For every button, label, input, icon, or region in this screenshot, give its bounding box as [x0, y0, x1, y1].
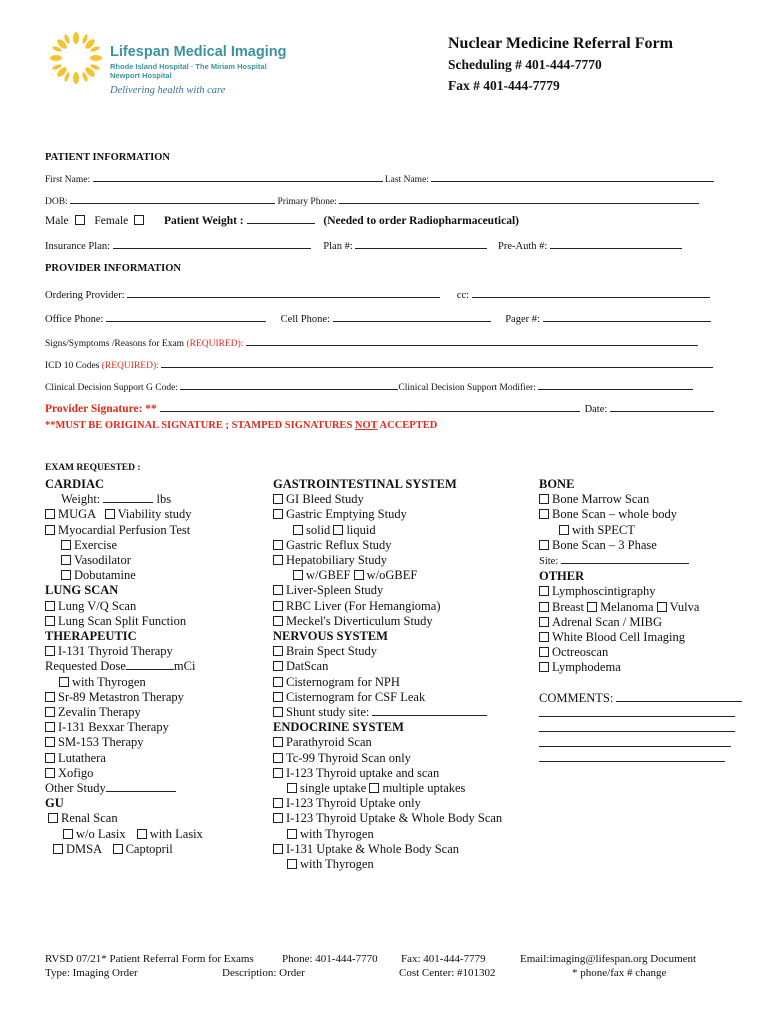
spect-checkbox[interactable]	[559, 525, 569, 535]
footer-email: Email:imaging@lifespan.org Document	[520, 953, 697, 965]
comments-line-3	[539, 721, 742, 736]
cell-phone-label: Cell Phone:	[280, 314, 330, 325]
w-gbef-label: w/GBEF	[306, 568, 351, 583]
wo-lasix-label: w/o Lasix	[76, 826, 126, 841]
first-name-row	[45, 171, 714, 185]
weight-note: (Needed to order Radiopharmaceutical)	[323, 215, 519, 227]
reflux-row	[273, 538, 502, 553]
vasodilator-row	[45, 553, 203, 568]
with-thyrogen-row	[273, 827, 502, 842]
zevalin-label: Zevalin Therapy	[58, 705, 141, 720]
hepatobiliary-checkbox[interactable]	[273, 555, 283, 565]
sr89-label: Sr-89 Metastron Therapy	[58, 689, 184, 704]
multiple-uptakes-label: multiple uptakes	[382, 781, 466, 796]
signature-warning	[45, 420, 437, 431]
dmsa-row	[45, 842, 203, 857]
brain-row	[273, 644, 502, 659]
breast-row	[539, 600, 742, 615]
cds-modifier-field[interactable]	[538, 379, 693, 390]
single-uptake-label: single uptake	[300, 781, 367, 796]
i123-whole-label: I-123 Thyroid Uptake & Whole Body Scan	[286, 811, 503, 826]
gi-bleed-row	[273, 492, 502, 507]
provider-heading: PROVIDER INFORMATION	[45, 263, 182, 274]
cds-code-label: Clinical Decision Support G Code:	[45, 383, 178, 393]
footer-change-note: * phone/fax # change	[572, 967, 667, 979]
gastric-emptying-row	[273, 507, 502, 522]
exam-column-systems	[273, 477, 502, 872]
cds-row	[45, 379, 693, 393]
vulva-checkbox[interactable]	[657, 602, 667, 612]
wbc-label: White Blood Cell Imaging	[552, 630, 685, 645]
signs-required: (REQUIRED):	[186, 339, 244, 349]
dobutamine-row	[45, 568, 203, 583]
phones-row	[45, 311, 711, 325]
three-phase-row	[539, 538, 742, 553]
lympho-checkbox[interactable]	[539, 586, 549, 596]
liquid-checkbox[interactable]	[333, 525, 343, 535]
vq-row	[45, 599, 203, 614]
form-title: Nuclear Medicine Referral Form	[448, 35, 673, 52]
with-thyrogen-checkbox[interactable]	[287, 829, 297, 839]
icd-label: ICD 10 Codes	[45, 361, 102, 371]
exam-heading: EXAM REQUESTED :	[45, 463, 141, 473]
captopril-checkbox[interactable]	[113, 844, 123, 854]
adrenal-checkbox[interactable]	[539, 617, 549, 627]
comments-label: COMMENTS:	[539, 690, 614, 705]
lutathera-checkbox[interactable]	[45, 753, 55, 763]
gi-bleed-checkbox[interactable]	[273, 494, 283, 504]
date-field[interactable]	[610, 401, 714, 412]
female-checkbox[interactable]	[134, 215, 144, 225]
office-phone-label: Office Phone:	[45, 314, 104, 325]
xofigo-label: Xofigo	[58, 765, 94, 780]
sr89-checkbox[interactable]	[45, 692, 55, 702]
comments-line-5	[539, 751, 742, 766]
single-uptake-checkbox[interactable]	[287, 783, 297, 793]
cardiac-weight-row	[45, 492, 203, 507]
lympho-label: Lymphoscintigraphy	[552, 584, 656, 599]
liver-spleen-row	[273, 583, 502, 598]
i123-uptake-only-label: I-123 Thyroid Uptake only	[286, 796, 421, 811]
i123-uptake-scan-checkbox[interactable]	[273, 768, 283, 778]
vq-label: Lung V/Q Scan	[58, 598, 137, 613]
sm153-label: SM-153 Therapy	[58, 735, 144, 750]
adrenal-row	[539, 615, 742, 630]
exam-column-cardiac	[45, 477, 203, 857]
footer-fax: Fax: 401-444-7779	[401, 953, 486, 965]
cardiac-heading: CARDIAC	[45, 477, 105, 491]
i123-uptake-scan-label: I-123 Thyroid uptake and scan	[286, 765, 440, 780]
exam-column-bone-other	[539, 477, 742, 767]
lympho-row	[539, 584, 742, 599]
i131-row	[45, 644, 203, 659]
renal-checkbox[interactable]	[48, 813, 58, 823]
gbef-row	[273, 568, 502, 583]
other-heading: OTHER	[539, 569, 585, 584]
octreoscan-checkbox[interactable]	[539, 647, 549, 657]
cds-modifier-label: Clinical Decision Support Modifier:	[398, 383, 536, 393]
other-study-label: Other Study	[45, 781, 106, 796]
whole-body-label: Bone Scan – whole body	[552, 507, 677, 522]
tc99-row	[273, 751, 502, 766]
first-name-label: First Name:	[45, 175, 91, 185]
cardiac-weight-label: Weight:	[61, 492, 101, 507]
ordering-provider-label: Ordering Provider:	[45, 290, 125, 301]
spect-label: with SPECT	[572, 522, 635, 537]
primary-phone-field[interactable]	[339, 193, 699, 204]
breast-label: Breast	[552, 599, 584, 614]
dose-label: Requested Dose	[45, 659, 126, 674]
i131-checkbox[interactable]	[45, 646, 55, 656]
dob-label: DOB:	[45, 197, 68, 207]
warning-post: ACCEPTED	[377, 420, 438, 431]
dobutamine-checkbox[interactable]	[61, 570, 71, 580]
liver-spleen-checkbox[interactable]	[273, 585, 283, 595]
shunt-label: Shunt study site:	[286, 705, 370, 720]
dose-row	[45, 659, 203, 674]
comments-row	[539, 691, 742, 706]
lutathera-label: Lutathera	[58, 750, 106, 765]
i123-uptake-only-checkbox[interactable]	[273, 798, 283, 808]
icd-field[interactable]	[161, 357, 713, 368]
cc-field[interactable]	[472, 287, 710, 298]
with-thyrogen-2-checkbox[interactable]	[287, 859, 297, 869]
multiple-uptakes-checkbox[interactable]	[369, 783, 379, 793]
reflux-label: Gastric Reflux Study	[286, 537, 392, 552]
cds-code-field[interactable]	[180, 379, 398, 390]
pager-field[interactable]	[543, 311, 711, 322]
with-lasix-label: with Lasix	[149, 826, 203, 841]
cisternogram-nph-row	[273, 675, 502, 690]
sunburst-logo-icon	[50, 32, 102, 84]
rbc-liver-row	[273, 599, 502, 614]
site-label: Site:	[539, 556, 559, 568]
signs-label: Signs/Symptoms /Reasons for Exam	[45, 339, 187, 349]
footer-phone: Phone: 401-444-7770	[282, 953, 378, 965]
bexxar-row	[45, 720, 203, 735]
fax-number: Fax # 401-444-7779	[448, 78, 560, 93]
octreoscan-label: Octreoscan	[552, 645, 609, 660]
whole-body-checkbox[interactable]	[539, 509, 549, 519]
lutathera-row	[45, 751, 203, 766]
preauth-field[interactable]	[550, 238, 682, 249]
w-gbef-checkbox[interactable]	[293, 570, 303, 580]
comments-field-1[interactable]	[616, 691, 742, 702]
insurance-field[interactable]	[113, 238, 311, 249]
weight-label: Patient Weight :	[164, 215, 244, 227]
shunt-row	[273, 705, 502, 720]
comments-field-4[interactable]	[539, 736, 731, 747]
other-study-row	[45, 781, 203, 796]
solid-label: solid	[306, 522, 331, 537]
viability-label: Viability study	[117, 507, 192, 522]
marrow-row	[539, 492, 742, 507]
male-checkbox[interactable]	[75, 215, 85, 225]
wo-gbef-label: w/oGBEF	[366, 568, 418, 583]
cell-phone-field[interactable]	[333, 311, 491, 322]
plan-label: Plan #:	[323, 241, 353, 252]
uptake-choice-row	[273, 781, 502, 796]
three-phase-checkbox[interactable]	[539, 540, 549, 550]
hepatobiliary-label: Hepatobiliary Study	[286, 553, 388, 568]
hepatobiliary-row	[273, 553, 502, 568]
first-name-field[interactable]	[93, 171, 383, 182]
cc-label: cc:	[456, 290, 470, 301]
rbc-liver-label: RBC Liver (For Hemangioma)	[286, 598, 441, 613]
brain-label: Brain Spect Study	[286, 644, 377, 659]
xofigo-checkbox[interactable]	[45, 768, 55, 778]
logo-tagline: Delivering health with care	[110, 85, 226, 96]
lbs-label: lbs	[156, 492, 172, 507]
meckel-row	[273, 614, 502, 629]
site-row	[539, 553, 742, 569]
mci-label: mCi	[173, 659, 196, 674]
exercise-checkbox[interactable]	[61, 540, 71, 550]
cisternogram-csf-label: Cisternogram for CSF Leak	[286, 689, 426, 704]
vq-checkbox[interactable]	[45, 601, 55, 611]
octreoscan-row	[539, 645, 742, 660]
wo-gbef-checkbox[interactable]	[354, 570, 364, 580]
exercise-label: Exercise	[74, 537, 118, 552]
dobutamine-label: Dobutamine	[74, 568, 136, 583]
sm153-checkbox[interactable]	[45, 737, 55, 747]
logo-hospitals: Rhode Island Hospital · The Miriam Hospital	[110, 62, 267, 71]
lasix-row	[45, 827, 203, 842]
tc99-label: Tc-99 Thyroid Scan only	[286, 750, 411, 765]
insurance-row	[45, 238, 682, 252]
gastric-emptying-label: Gastric Emptying Study	[286, 507, 407, 522]
footer-description: Description: Order	[222, 967, 305, 979]
with-thyrogen-2-row	[273, 857, 502, 872]
wbc-row	[539, 630, 742, 645]
perfusion-label: Myocardial Perfusion Test	[58, 522, 191, 537]
datscan-checkbox[interactable]	[273, 661, 283, 671]
footer-type: Type: Imaging Order	[45, 967, 138, 979]
comments-line-4	[539, 736, 742, 751]
office-phone-field[interactable]	[106, 311, 266, 322]
footer-rvsd: RVSD 07/21* Patient Referral Form for Exams	[45, 953, 254, 965]
three-phase-label: Bone Scan – 3 Phase	[552, 537, 657, 552]
melanoma-checkbox[interactable]	[587, 602, 597, 612]
logo	[50, 30, 290, 100]
i131-whole-label: I-131 Uptake & Whole Body Scan	[286, 841, 459, 856]
patient-heading: PATIENT INFORMATION	[45, 152, 170, 163]
spect-row	[539, 523, 742, 538]
exercise-row	[45, 538, 203, 553]
muga-label: MUGA	[58, 507, 96, 522]
i123-uptake-only-row	[273, 796, 502, 811]
primary-phone-label: Primary Phone:	[277, 197, 337, 207]
tc99-checkbox[interactable]	[273, 753, 283, 763]
cisternogram-nph-checkbox[interactable]	[273, 677, 283, 687]
icd-row	[45, 357, 713, 371]
wbc-checkbox[interactable]	[539, 632, 549, 642]
adrenal-label: Adrenal Scan / MIBG	[552, 614, 663, 629]
sr89-row	[45, 690, 203, 705]
thyrogen-checkbox[interactable]	[59, 677, 69, 687]
cisternogram-csf-row	[273, 690, 502, 705]
whole-body-row	[539, 507, 742, 522]
ordering-row	[45, 287, 710, 301]
comments-field-2[interactable]	[539, 706, 735, 717]
meckel-label: Meckel's Diverticulum Study	[286, 613, 433, 628]
bexxar-label: I-131 Bexxar Therapy	[58, 720, 169, 735]
female-label: Female	[94, 215, 129, 227]
warning-pre: **MUST BE ORIGINAL SIGNATURE ; STAMPED SIGNATURES	[45, 420, 355, 431]
dmsa-label: DMSA	[66, 841, 102, 856]
zevalin-row	[45, 705, 203, 720]
other-study-field[interactable]	[106, 781, 176, 792]
last-name-label: Last Name:	[384, 175, 429, 185]
xofigo-row	[45, 766, 203, 781]
marrow-label: Bone Marrow Scan	[552, 492, 650, 507]
melanoma-label: Melanoma	[600, 599, 654, 614]
liquid-label: liquid	[346, 522, 376, 537]
lymphodema-row	[539, 660, 742, 675]
shunt-checkbox[interactable]	[273, 707, 283, 717]
cisternogram-csf-checkbox[interactable]	[273, 692, 283, 702]
gi-heading: GASTROINTESTINAL SYSTEM	[273, 477, 457, 491]
bone-heading: BONE	[539, 477, 575, 491]
perfusion-checkbox[interactable]	[45, 525, 55, 535]
muga-checkbox[interactable]	[45, 509, 55, 519]
signature-field[interactable]	[160, 401, 580, 412]
parathyroid-row	[273, 735, 502, 750]
insurance-label: Insurance Plan:	[45, 241, 111, 252]
rbc-liver-checkbox[interactable]	[273, 601, 283, 611]
i131-whole-row	[273, 842, 502, 857]
brain-checkbox[interactable]	[273, 646, 283, 656]
parathyroid-checkbox[interactable]	[273, 737, 283, 747]
preauth-label: Pre-Auth #:	[498, 241, 548, 252]
comments-line-2	[539, 706, 742, 721]
reflux-checkbox[interactable]	[273, 540, 283, 550]
renal-label: Renal Scan	[61, 811, 118, 826]
renal-row	[45, 811, 203, 826]
comments-field-5[interactable]	[539, 751, 725, 762]
gender-weight-row	[45, 213, 519, 227]
last-name-field[interactable]	[431, 171, 714, 182]
signature-row	[45, 401, 714, 415]
cardiac-weight-field[interactable]	[103, 492, 153, 503]
vasodilator-checkbox[interactable]	[61, 555, 71, 565]
with-thyrogen-2-label: with Thyrogen	[300, 857, 374, 872]
datscan-label: DatScan	[286, 659, 329, 674]
lymphodema-checkbox[interactable]	[539, 662, 549, 672]
wo-lasix-checkbox[interactable]	[63, 829, 73, 839]
signs-row	[45, 335, 698, 349]
therapeutic-heading: THERAPEUTIC	[45, 629, 137, 644]
plan-field[interactable]	[355, 238, 487, 249]
ordering-provider-field[interactable]	[127, 287, 440, 298]
icd-required: (REQUIRED):	[101, 361, 159, 371]
dmsa-checkbox[interactable]	[53, 844, 63, 854]
warning-not: NOT	[354, 420, 378, 431]
lymphodema-label: Lymphodema	[552, 660, 621, 675]
captopril-label: Captopril	[125, 841, 173, 856]
datscan-row	[273, 659, 502, 674]
endocrine-heading: ENDOCRINE SYSTEM	[273, 720, 404, 735]
cisternogram-nph-label: Cisternogram for NPH	[286, 674, 400, 689]
footer-cost-center: Cost Center: #101302	[399, 967, 496, 979]
split-checkbox[interactable]	[45, 616, 55, 626]
pager-label: Pager #:	[505, 314, 540, 325]
perfusion-row	[45, 523, 203, 538]
marrow-checkbox[interactable]	[539, 494, 549, 504]
dose-field[interactable]	[126, 659, 174, 670]
bexxar-checkbox[interactable]	[45, 722, 55, 732]
meckel-checkbox[interactable]	[273, 616, 283, 626]
shunt-site-field[interactable]	[372, 705, 487, 716]
signature-label: Provider Signature: **	[45, 403, 157, 415]
gu-heading: GU	[45, 796, 64, 811]
comments-field-3[interactable]	[539, 721, 735, 732]
weight-field[interactable]	[247, 213, 315, 224]
gi-bleed-label: GI Bleed Study	[286, 492, 364, 507]
with-lasix-checkbox[interactable]	[137, 829, 147, 839]
site-field[interactable]	[561, 553, 689, 564]
logo-newport: Newport Hospital	[110, 71, 172, 80]
sm153-row	[45, 735, 203, 750]
lung-heading: LUNG SCAN	[45, 583, 119, 598]
thyrogen-label: with Thyrogen	[72, 674, 146, 689]
split-row	[45, 614, 203, 629]
thyrogen-row	[45, 675, 203, 690]
solid-liquid-row	[273, 523, 502, 538]
parathyroid-label: Parathyroid Scan	[286, 735, 372, 750]
date-label: Date:	[584, 404, 608, 415]
with-thyrogen-label: with Thyrogen	[300, 826, 374, 841]
zevalin-checkbox[interactable]	[45, 707, 55, 717]
i123-whole-row	[273, 811, 502, 826]
muga-row	[45, 507, 203, 522]
i131-label: I-131 Thyroid Therapy	[58, 644, 173, 659]
nervous-heading: NERVOUS SYSTEM	[273, 629, 388, 644]
solid-checkbox[interactable]	[293, 525, 303, 535]
scheduling-number: Scheduling # 401-444-7770	[448, 57, 602, 72]
split-label: Lung Scan Split Function	[58, 613, 187, 628]
viability-checkbox[interactable]	[105, 509, 115, 519]
dob-field[interactable]	[70, 193, 275, 204]
gastric-emptying-checkbox[interactable]	[273, 509, 283, 519]
vasodilator-label: Vasodilator	[74, 553, 131, 568]
male-label: Male	[45, 215, 69, 227]
breast-checkbox[interactable]	[539, 602, 549, 612]
vulva-label: Vulva	[669, 599, 700, 614]
i131-whole-checkbox[interactable]	[273, 844, 283, 854]
i123-whole-checkbox[interactable]	[273, 813, 283, 823]
logo-name: Lifespan Medical Imaging	[110, 44, 287, 60]
signs-field[interactable]	[246, 335, 698, 346]
i123-uptake-scan-row	[273, 766, 502, 781]
liver-spleen-label: Liver-Spleen Study	[286, 583, 384, 598]
dob-row	[45, 193, 699, 207]
